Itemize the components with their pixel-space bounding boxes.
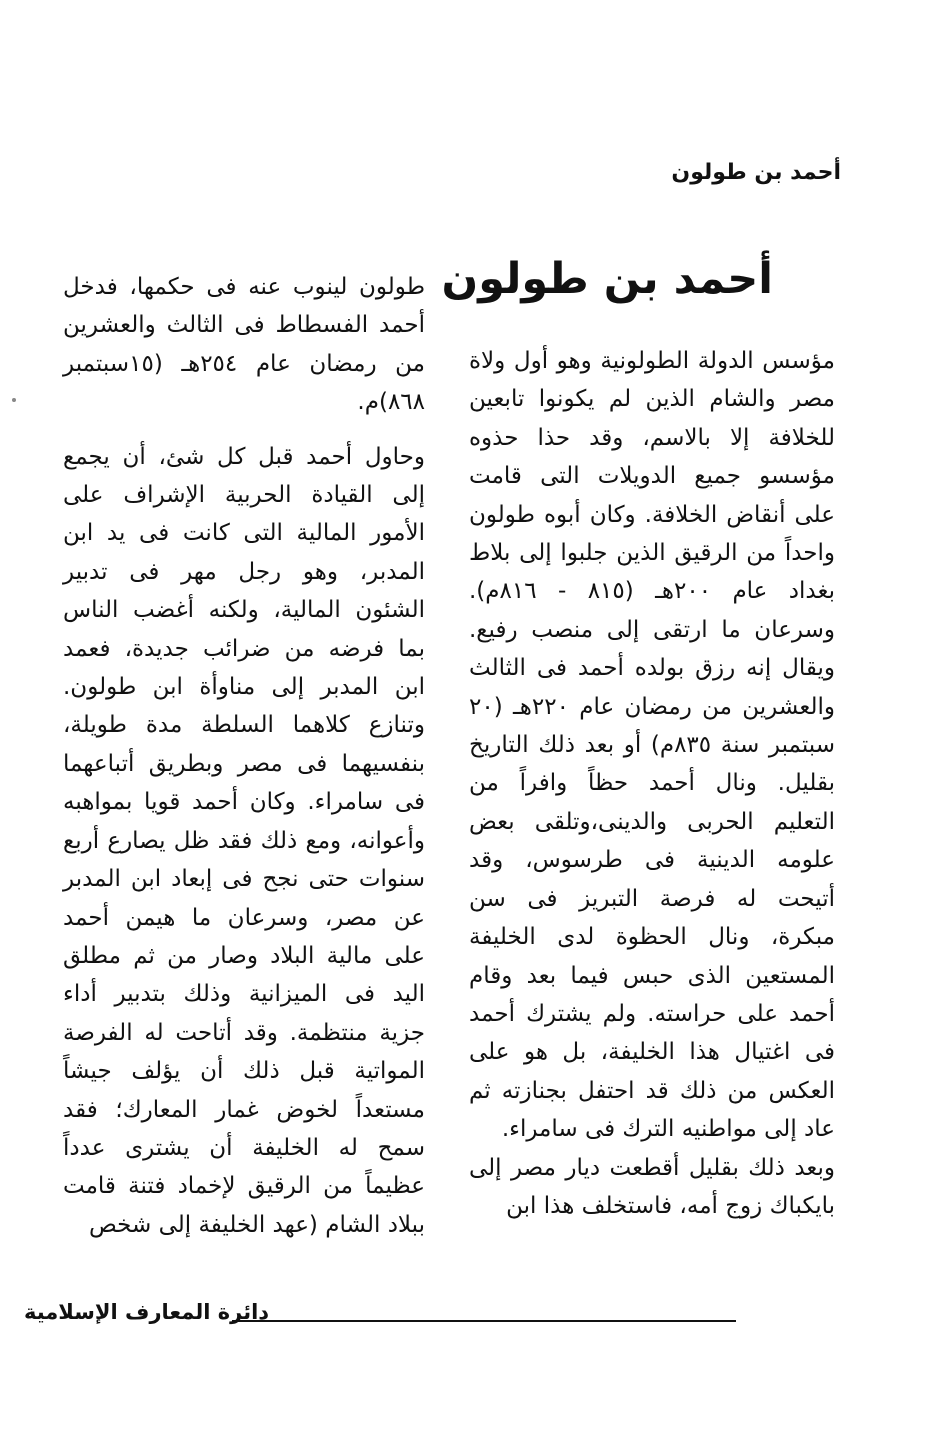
- footer-rule: [232, 1320, 736, 1322]
- left-column: [63, 268, 425, 1244]
- paragraph: طولون لينوب عنه فى حكمها، فدخل أحمد الفسطاط فى الثالث والعشرين من رمضان عام ٢٥٤هـ (١٥سبتمبر ٨٦٨)م.: [63, 274, 425, 416]
- paragraph: وبعد ذلك بقليل أقطعت ديار مصر إلى بايكباك زوج أمه، فاستخلف هذا ابن: [469, 1154, 835, 1219]
- paragraph: مؤسس الدولة الطولونية وهو أول ولاة مصر والشام الذين لم يكونوا تابعين للخلافة إلا بالاسم، وقد حذا حذوه مؤسسو جميع الدويلات التى قامت على أنقاض الخلافة. وكان أبوه طولون واحداً من الرقيق الذين جلبوا إلى بلاط بغداد عام ٢٠٠هـ (٨١٥ - ٨١٦م). وسرعان ما ارتقى إلى منصب رفيع. ويقال إنه رزق بولده أحمد فى الثالث والعشرين من رمضان عام ٢٢٠هـ (٢٠ سبتمبر سنة ٨٣٥م) أو بعد ذلك التاريخ بقليل. ونال أحمد حظاً وافراً من التعليم الحربى والدينى،وتلقى بعض علومه الدينية فى طرسوس، وقد أتيحت له فرصة التبريز فى سن مبكرة، ونال الحظوة لدى الخليفة المستعين الذى حبس فيما بعد وقام أحمد على حراسته. ولم يشترك أحمد فى اغتيال هذا الخليفة، بل هو على العكس من ذلك قد احتفل بجنازته ثم عاد إلى مواطنيه الترك فى سامراء.: [469, 348, 836, 1143]
- running-header: أحمد بن طولون: [671, 160, 841, 185]
- paragraph: وحاول أحمد قبل كل شئ، أن يجمع إلى القيادة الحربية الإشراف على الأمور المالية التى كانت فى يد ابن المدبر، وهو رجل مهر فى تدبير الشئون المالية، ولكنه أغضب الناس بما فرضه من ضرائب جديدة، فعمد ابن المدبر إلى مناوأة ابن طولون. وتنازع كلاهما السلطة مدة طويلة، بنفسيهما فى مصر وبطريق أتباعهما فى سامراء. وكان أحمد قويا بمواهبه وأعوانه، ومع ذلك فقد ظل يصارع أربع سنوات حتى نجح فى إبعاد ابن المدبر عن مصر، وسرعان ما هيمن أحمد على مالية البلاد وصار من ثم مطلق اليد فى الميزانية وذلك بتدبير أداء جزية منتظمة. وقد أتاحت له الفرصة المواتية قبل ذلك أن يؤلف جيشاً مستعداً لخوض غمار المعارك؛ فقد سمح له الخليفة أن يشترى عدداً عظيماً من الرقيق لإخماد فتنة قامت ببلاد الشام (عهد الخليفة إلى شخص: [63, 443, 425, 1238]
- footer-publication-title: دائرة المعارف الإسلامية: [24, 1300, 270, 1324]
- right-column: [469, 342, 835, 1225]
- article-title: أحمد بن طولون: [441, 254, 773, 304]
- scan-speck: [12, 398, 16, 402]
